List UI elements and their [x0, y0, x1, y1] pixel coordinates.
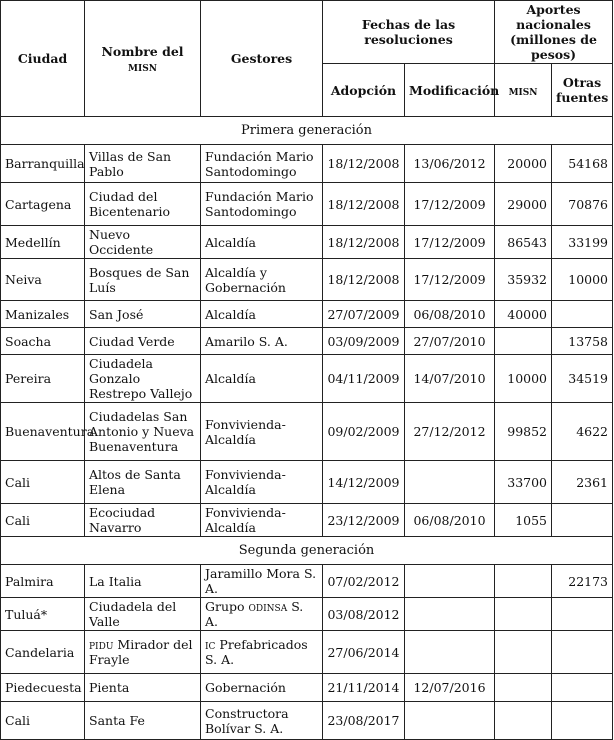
cell-misn: 1055 — [495, 504, 552, 537]
gestores-suffix: S. A. — [205, 599, 304, 629]
cell-modificacion: 14/07/2010 — [405, 355, 495, 403]
cell-otras — [552, 674, 613, 702]
cell-ciudad: Cali — [1, 702, 85, 740]
cell-adopcion: 23/08/2017 — [323, 702, 405, 740]
cell-otras: 33199 — [552, 226, 613, 259]
cell-gestores: Fonvivienda-Alcaldía — [201, 403, 323, 461]
cell-ciudad: Cali — [1, 504, 85, 537]
cell-misn — [495, 702, 552, 740]
table-row — [1, 403, 613, 461]
cell-ciudad: Buenaventura — [1, 403, 85, 461]
cell-otras: 22173 — [552, 565, 613, 598]
cell-nombre: Santa Fe — [85, 702, 201, 740]
cell-nombre: Ciudad del Bicentenario — [85, 183, 201, 226]
cell-modificacion — [405, 565, 495, 598]
cell-ciudad: Soacha — [1, 328, 85, 355]
cell-gestores: Fundación Mario Santodomingo — [201, 145, 323, 183]
cell-ciudad: Tuluá* — [1, 598, 85, 631]
header-otras-line2: fuentes — [556, 90, 609, 105]
cell-otras: 34519 — [552, 355, 613, 403]
table-row — [1, 301, 613, 328]
cell-otras: 70876 — [552, 183, 613, 226]
cell-gestores: Jaramillo Mora S. A. — [201, 565, 323, 598]
cell-otras: 10000 — [552, 259, 613, 301]
cell-misn: 40000 — [495, 301, 552, 328]
cell-modificacion: 12/07/2016 — [405, 674, 495, 702]
cell-adopcion: 03/09/2009 — [323, 328, 405, 355]
table-row — [1, 183, 613, 226]
cell-gestores: Fonvivienda-Alcaldía — [201, 461, 323, 504]
cell-adopcion: 21/11/2014 — [323, 674, 405, 702]
cell-nombre: Ciudadelas San Antonio y Nueva Buenaventura — [85, 403, 201, 461]
cell-misn — [495, 565, 552, 598]
header-fechas: Fechas de las resoluciones — [323, 1, 495, 64]
cell-ciudad: Neiva — [1, 259, 85, 301]
cell-adopcion: 18/12/2008 — [323, 145, 405, 183]
nombre-rest: Mirador del Frayle — [89, 637, 193, 667]
table-row — [1, 328, 613, 355]
table-row — [1, 565, 613, 598]
table-row — [1, 259, 613, 301]
cell-gestores: Alcaldía — [201, 355, 323, 403]
gestores-abbr: ic — [205, 637, 216, 652]
cell-misn: 86543 — [495, 226, 552, 259]
cell-gestores: Fonvivienda-Alcaldía — [201, 504, 323, 537]
cell-misn: 33700 — [495, 461, 552, 504]
nombre-abbr: pidu — [89, 637, 114, 652]
cell-modificacion: 27/12/2012 — [405, 403, 495, 461]
cell-gestores — [201, 631, 323, 674]
cell-nombre: Pienta — [85, 674, 201, 702]
header-otras-line1: Otras — [562, 75, 602, 90]
cell-nombre: Ecociudad Navarro — [85, 504, 201, 537]
cell-misn — [495, 328, 552, 355]
cell-otras — [552, 702, 613, 740]
header-aportes — [495, 1, 613, 64]
cell-adopcion: 14/12/2009 — [323, 461, 405, 504]
cell-nombre: Villas de San Pablo — [85, 145, 201, 183]
cell-nombre: San José — [85, 301, 201, 328]
cell-otras — [552, 631, 613, 674]
section-second-generation: Segunda generación — [1, 537, 613, 565]
cell-adopcion: 07/02/2012 — [323, 565, 405, 598]
cell-adopcion: 18/12/2008 — [323, 259, 405, 301]
table-row — [1, 461, 613, 504]
gestores-prefix: Grupo — [205, 599, 249, 614]
gestores-abbr: odinsa — [248, 599, 288, 614]
cell-modificacion: 27/07/2010 — [405, 328, 495, 355]
cell-misn — [495, 598, 552, 631]
cell-adopcion: 23/12/2009 — [323, 504, 405, 537]
cell-gestores: Alcaldía — [201, 301, 323, 328]
cell-ciudad: Cali — [1, 461, 85, 504]
cell-adopcion: 27/06/2014 — [323, 631, 405, 674]
cell-misn — [495, 631, 552, 674]
header-misn: misn — [495, 64, 552, 117]
cell-modificacion: 06/08/2010 — [405, 504, 495, 537]
cell-nombre: Nuevo Occidente — [85, 226, 201, 259]
cell-adopcion: 18/12/2008 — [323, 226, 405, 259]
table-row — [1, 702, 613, 740]
cell-misn: 29000 — [495, 183, 552, 226]
cell-modificacion: 17/12/2009 — [405, 226, 495, 259]
header-gestores: Gestores — [201, 1, 323, 117]
cell-otras — [552, 598, 613, 631]
table-row — [1, 226, 613, 259]
cell-gestores: Gobernación — [201, 674, 323, 702]
cell-misn: 10000 — [495, 355, 552, 403]
cell-nombre: Bosques de San Luís — [85, 259, 201, 301]
cell-modificacion: 06/08/2010 — [405, 301, 495, 328]
cell-gestores: Fundación Mario Santodomingo — [201, 183, 323, 226]
cell-modificacion — [405, 702, 495, 740]
header-otras-fuentes — [552, 64, 613, 117]
cell-ciudad: Cartagena — [1, 183, 85, 226]
cell-modificacion: 13/06/2012 — [405, 145, 495, 183]
cell-modificacion: 17/12/2009 — [405, 259, 495, 301]
cell-otras — [552, 504, 613, 537]
cell-gestores: Constructora Bolívar S. A. — [201, 702, 323, 740]
cell-nombre: Ciudadela del Valle — [85, 598, 201, 631]
section-first-generation: Primera generación — [1, 117, 613, 145]
cell-nombre: Altos de Santa Elena — [85, 461, 201, 504]
table-row — [1, 145, 613, 183]
cell-gestores: Alcaldía y Gobernación — [201, 259, 323, 301]
table-row — [1, 674, 613, 702]
cell-gestores — [201, 598, 323, 631]
cell-misn: 20000 — [495, 145, 552, 183]
cell-adopcion: 18/12/2008 — [323, 183, 405, 226]
gestores-suffix: Prefabricados S. A. — [205, 637, 308, 667]
cell-otras: 54168 — [552, 145, 613, 183]
header-aportes-line1: Aportes nacionales — [516, 2, 591, 32]
cell-modificacion — [405, 461, 495, 504]
table-row — [1, 631, 613, 674]
cell-modificacion — [405, 598, 495, 631]
table-row — [1, 598, 613, 631]
cell-ciudad: Manizales — [1, 301, 85, 328]
cell-misn — [495, 674, 552, 702]
header-nombre — [85, 1, 201, 117]
cell-nombre — [85, 631, 201, 674]
cell-otras: 2361 — [552, 461, 613, 504]
header-nombre-abbr: misn — [128, 58, 157, 74]
cell-nombre: Ciudad Verde — [85, 328, 201, 355]
header-modificacion: Modificación — [405, 64, 495, 117]
cell-adopcion: 09/02/2009 — [323, 403, 405, 461]
cell-gestores: Alcaldía — [201, 226, 323, 259]
cell-gestores: Amarilo S. A. — [201, 328, 323, 355]
table-row — [1, 355, 613, 403]
cell-nombre: Ciudadela Gonzalo Restrepo Vallejo — [85, 355, 201, 403]
cell-otras: 13758 — [552, 328, 613, 355]
cell-ciudad: Medellín — [1, 226, 85, 259]
cell-adopcion: 03/08/2012 — [323, 598, 405, 631]
cell-adopcion: 04/11/2009 — [323, 355, 405, 403]
cell-otras: 4622 — [552, 403, 613, 461]
cell-modificacion — [405, 631, 495, 674]
cell-ciudad: Palmira — [1, 565, 85, 598]
cell-ciudad: Barranquilla — [1, 145, 85, 183]
header-nombre-prefix: Nombre del — [101, 43, 184, 59]
cell-ciudad: Candelaria — [1, 631, 85, 674]
cell-ciudad: Pereira — [1, 355, 85, 403]
cell-otras — [552, 301, 613, 328]
cell-misn: 35932 — [495, 259, 552, 301]
cell-adopcion: 27/07/2009 — [323, 301, 405, 328]
header-adopcion: Adopción — [323, 64, 405, 117]
cell-misn: 99852 — [495, 403, 552, 461]
header-aportes-line2: (millones de pesos) — [510, 32, 597, 62]
cell-nombre: La Italia — [85, 565, 201, 598]
cell-ciudad: Piedecuesta — [1, 674, 85, 702]
cell-modificacion: 17/12/2009 — [405, 183, 495, 226]
table-row — [1, 504, 613, 537]
header-ciudad: Ciudad — [1, 1, 85, 117]
